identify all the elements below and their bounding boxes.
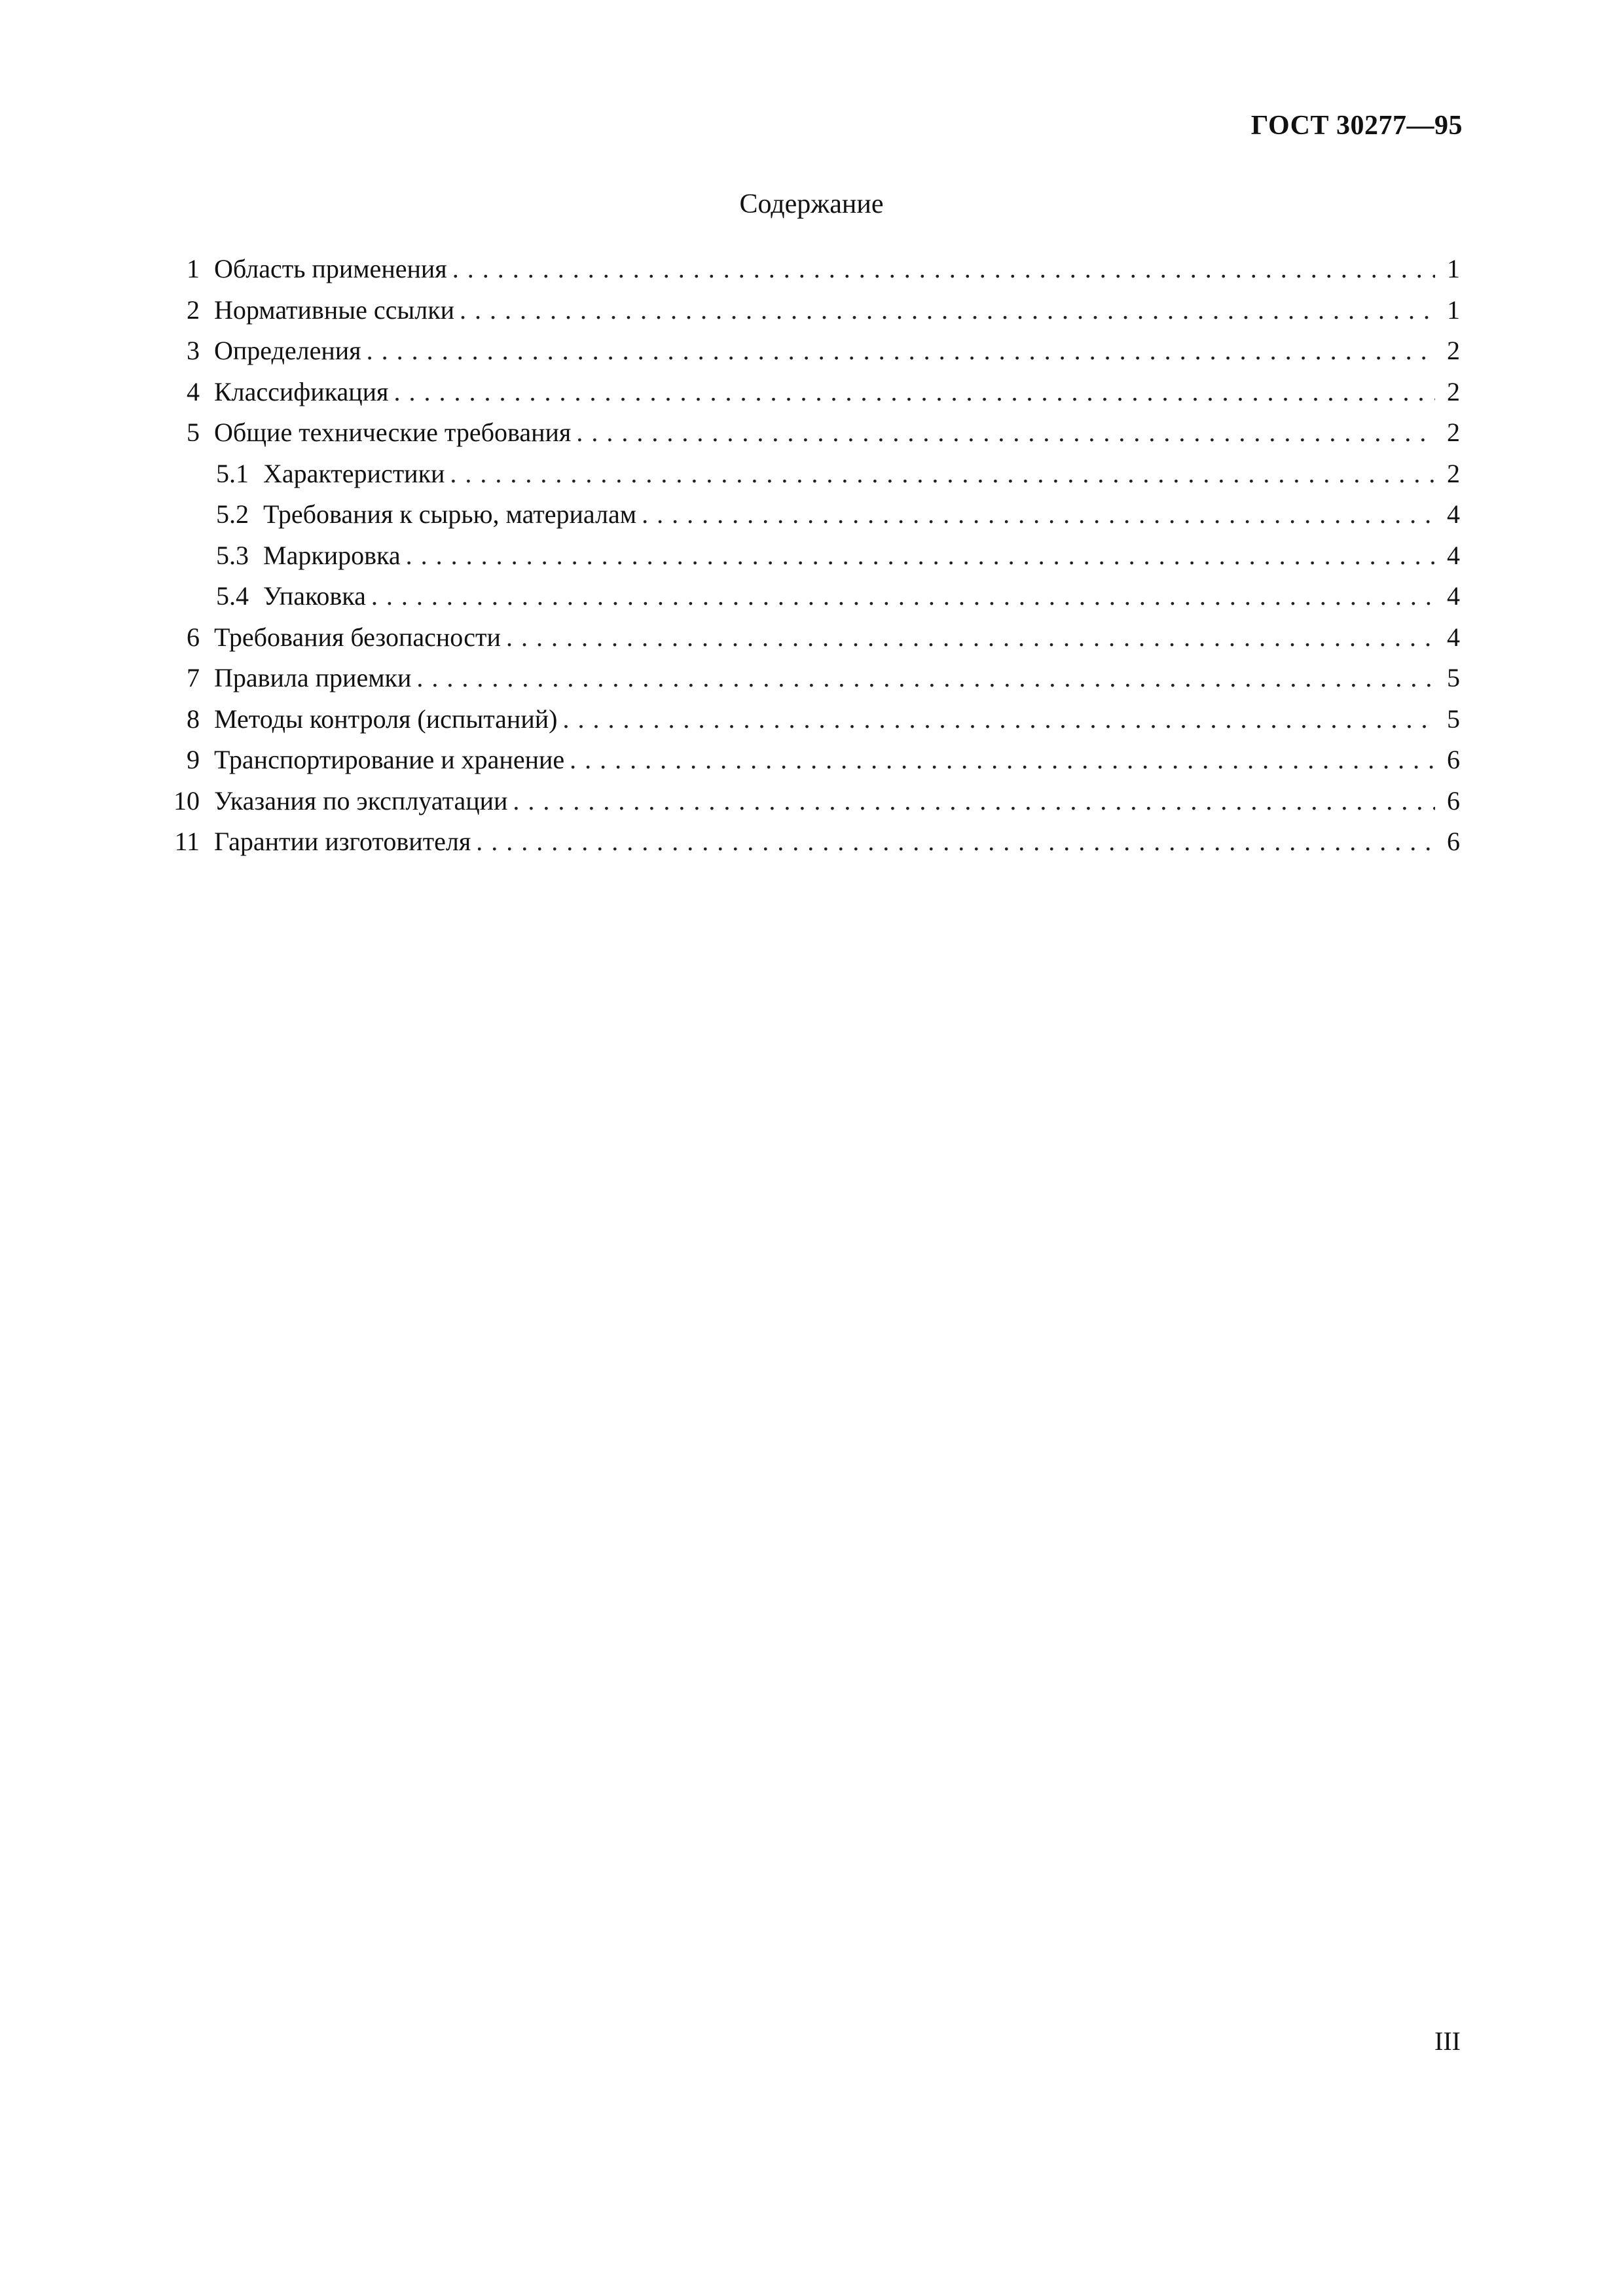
toc-entry-page: 5 <box>1447 663 1460 692</box>
toc-leader-dots <box>570 740 1435 781</box>
toc-subentry[interactable] <box>151 494 1460 535</box>
toc-entry-title: Правила приемки <box>214 663 412 692</box>
toc-entry-page: 1 <box>1447 295 1460 325</box>
toc-entry-title: Упаковка <box>263 581 366 611</box>
toc-entry-title: Транспортирование и хранение <box>214 745 565 774</box>
toc-entry-number: 6 <box>187 622 200 652</box>
toc-entry-number: 9 <box>187 745 200 774</box>
toc-entry[interactable] <box>151 290 1460 331</box>
toc-subentry[interactable] <box>151 454 1460 495</box>
toc-entry[interactable] <box>151 331 1460 372</box>
toc-leader-dots <box>506 617 1435 658</box>
toc-entry-title: Требования к сырью, материалам <box>263 499 637 529</box>
toc-entry-page: 6 <box>1447 745 1460 774</box>
toc-leader-dots <box>416 658 1435 699</box>
toc-entry-title: Определения <box>214 336 361 365</box>
toc-entry-number: 5.4 <box>216 581 249 611</box>
toc-leader-dots <box>642 494 1435 535</box>
toc-subentry[interactable] <box>151 576 1460 617</box>
toc-entry[interactable] <box>151 781 1460 822</box>
toc-entry[interactable] <box>151 740 1460 781</box>
toc-entry-number: 5 <box>187 418 200 447</box>
toc-title: Содержание <box>739 189 884 219</box>
toc-entry[interactable] <box>151 412 1460 454</box>
toc-entry-page: 2 <box>1447 458 1460 488</box>
toc-entry-title: Общие технические требования <box>214 418 572 447</box>
toc-leader-dots <box>452 249 1435 290</box>
toc-entry[interactable] <box>151 249 1460 290</box>
toc-entry-number: 5.1 <box>216 458 249 488</box>
document-code: ГОСТ 30277—95 <box>1250 111 1463 141</box>
toc-entry-title: Классификация <box>214 376 389 406</box>
toc-entry-page: 2 <box>1447 376 1460 406</box>
toc-entry[interactable] <box>151 658 1460 699</box>
toc-entry[interactable] <box>151 699 1460 740</box>
toc-entry-number: 3 <box>187 336 200 365</box>
toc-entry-title: Маркировка <box>263 540 401 570</box>
toc-leader-dots <box>476 821 1435 863</box>
toc-leader-dots <box>576 412 1435 454</box>
page-number: III <box>1434 2026 1461 2056</box>
toc-leader-dots <box>371 576 1435 617</box>
table-of-contents <box>151 249 1460 863</box>
toc-entry-page: 1 <box>1447 254 1460 283</box>
toc-entry-page: 4 <box>1447 622 1460 652</box>
toc-entry-page: 4 <box>1447 540 1460 570</box>
toc-subentry[interactable] <box>151 535 1460 577</box>
toc-entry-page: 4 <box>1447 499 1460 529</box>
toc-entry[interactable] <box>151 617 1460 658</box>
toc-leader-dots <box>460 290 1435 331</box>
toc-entry-number: 1 <box>187 254 200 283</box>
toc-leader-dots <box>513 781 1435 822</box>
toc-entry-title: Область применения <box>214 254 447 283</box>
toc-entry-number: 7 <box>187 663 200 692</box>
toc-leader-dots <box>367 331 1435 372</box>
toc-entry-number: 10 <box>173 785 200 816</box>
toc-entry-number: 5.2 <box>216 499 249 529</box>
toc-entry-title: Методы контроля (испытаний) <box>214 704 558 734</box>
toc-entry-number: 8 <box>187 704 200 734</box>
toc-entry-number: 5.3 <box>216 540 249 570</box>
toc-entry-page: 6 <box>1447 785 1460 816</box>
toc-leader-dots <box>450 454 1435 495</box>
toc-entry-number: 11 <box>174 827 200 856</box>
toc-entry[interactable] <box>151 372 1460 413</box>
toc-entry-number: 4 <box>187 376 200 406</box>
toc-entry-page: 6 <box>1447 827 1460 856</box>
toc-entry-page: 2 <box>1447 336 1460 365</box>
toc-entry-title: Нормативные ссылки <box>214 295 455 325</box>
toc-entry-page: 4 <box>1447 581 1460 611</box>
toc-leader-dots <box>562 699 1435 740</box>
toc-entry-page: 5 <box>1447 704 1460 734</box>
toc-entry-number: 2 <box>187 295 200 325</box>
toc-entry-page: 2 <box>1447 418 1460 447</box>
toc-entry-title: Гарантии изготовителя <box>214 827 471 856</box>
toc-leader-dots <box>406 535 1435 577</box>
toc-leader-dots <box>393 372 1435 413</box>
toc-entry-title: Указания по эксплуатации <box>214 785 508 816</box>
toc-entry-title: Требования безопасности <box>214 622 501 652</box>
toc-entry[interactable] <box>151 821 1460 863</box>
toc-entry-title: Характеристики <box>263 458 445 488</box>
